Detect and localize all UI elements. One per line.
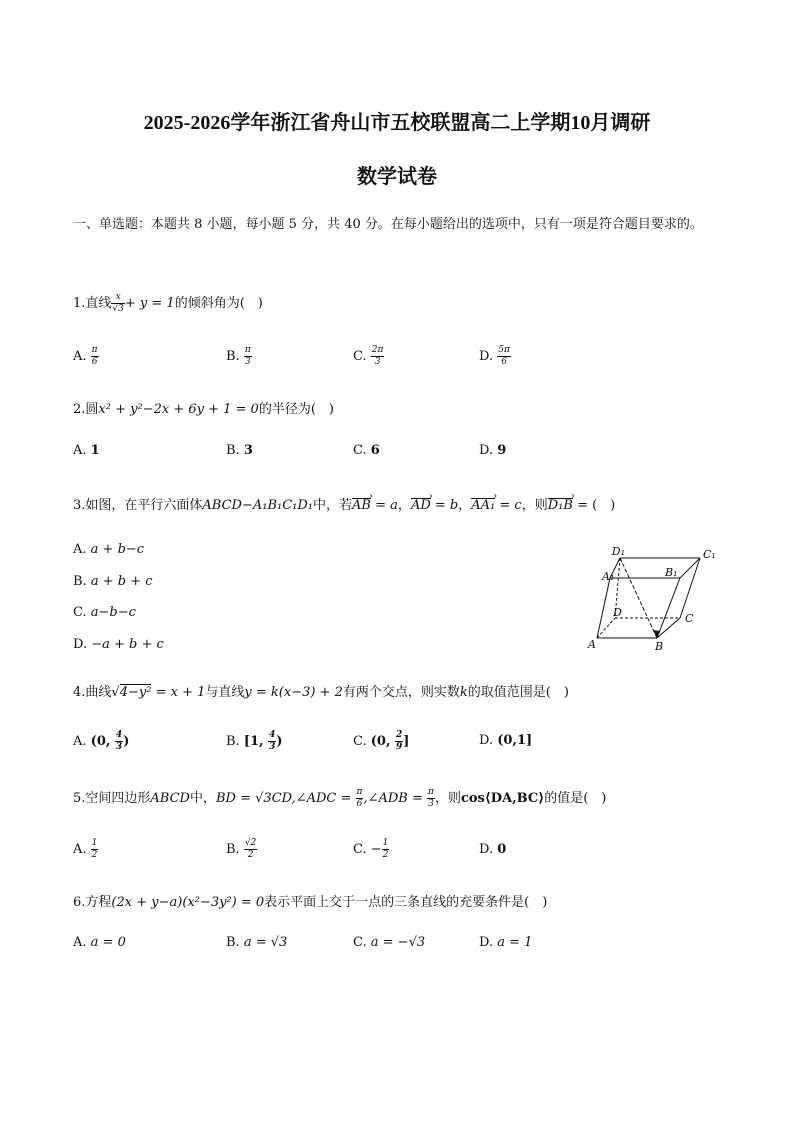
option-c[interactable]: C. (0, $\frac{2}{9}$ ] (353, 730, 410, 752)
option-c[interactable]: C. a = −√3 (353, 935, 426, 950)
option-a[interactable]: A. $\frac{1}{2}$ (73, 838, 98, 860)
label-a: A (588, 638, 596, 651)
option-c[interactable]: C. $\frac{2\pi}{3}$ (353, 345, 384, 367)
label-d1: D₁ (611, 545, 625, 558)
question-2: 2.圆x² + y²−2x + 6y + 1 = 0的半径为( ) (73, 402, 334, 417)
section-heading: 一、单选题：本题共 8 小题，每小题 5 分，共 40 分。在每小题给出的选项中，只有一项是符合题目要求的。 (73, 217, 703, 232)
option-c[interactable]: C. 6 (353, 443, 380, 458)
label-c1: C₁ (703, 548, 716, 561)
question-4: 4.曲线√4−y² = x + 1与直线y = k(x−3) + 2有两个交点，则实数k的取值范围是( ) (73, 685, 569, 700)
option-a[interactable]: A. a + b−c (73, 542, 145, 557)
question-1 (73, 292, 263, 315)
option-b[interactable]: B. a = √3 (226, 935, 288, 950)
exam-subtitle: 数学试卷 (357, 166, 437, 188)
label-b: B (655, 640, 664, 653)
option-b[interactable]: B. $\frac{√2}{2}$ (226, 838, 257, 860)
option-d[interactable]: D. −a + b + c (73, 637, 164, 652)
question-5: 5.空间四边形ABCD中，BD = √3CD,∠ADC = $\frac{\pi}{6}$ ,∠ADB = $\frac{\pi}{3}$ ，则cos⟨DA,BC⟩的值是( ) (73, 787, 607, 809)
question-number: 1. (73, 296, 86, 311)
option-a[interactable]: A. a = 0 (73, 935, 126, 950)
option-a[interactable]: A. (0, $\frac{4}{3}$ ) (73, 730, 130, 752)
option-a[interactable]: A. 1 (73, 443, 100, 458)
label-b1: B₁ (665, 566, 678, 579)
option-b[interactable]: B. a + b + c (73, 574, 153, 589)
option-d[interactable]: D. 9 (479, 443, 507, 458)
option-c[interactable]: C. a−b−c (73, 605, 136, 620)
exam-title: 2025-2026学年浙江省舟山市五校联盟高二上学期10月调研 (143, 112, 651, 134)
option-d[interactable]: D. 0 (479, 842, 507, 857)
option-d[interactable]: D. $\frac{5\pi}{6}$ (479, 345, 510, 367)
label-a1: A₁ (602, 570, 615, 583)
parallelepiped-figure (585, 540, 725, 655)
option-b[interactable]: B. [1, $\frac{4}{3}$ ) (226, 730, 283, 752)
option-b[interactable]: B. $\frac{\pi}{3}$ (226, 345, 251, 367)
label-c: C (685, 612, 694, 625)
equation: x² + y²−2x + 6y + 1 = 0 (98, 402, 259, 417)
option-d[interactable]: D. (0,1] (479, 733, 533, 748)
equation: + y = 1 (124, 296, 175, 311)
question-3: 3.如图，在平行六面体ABCD−A₁B₁C₁D₁中，若AB › = a，AD › = b，AA₁ › = c，则D₁B › = ( ) (73, 494, 615, 513)
question-text: 直线 (85, 296, 112, 311)
option-c[interactable]: C. − $\frac{1}{2}$ (353, 838, 389, 860)
option-d[interactable]: D. a = 1 (479, 935, 533, 950)
question-text: 的倾斜角为( ) (174, 296, 263, 311)
option-b[interactable]: B. 3 (226, 443, 253, 458)
fraction: $\frac{x}{√3}$ (112, 292, 124, 314)
question-6: 6.方程(2x + y−a)(x²−3y²) = 0表示平面上交于一点的三条直线的充要条件是( ) (73, 895, 548, 910)
option-a[interactable]: A. $\frac{\pi}{6}$ (73, 345, 98, 367)
label-d: D (613, 606, 622, 619)
